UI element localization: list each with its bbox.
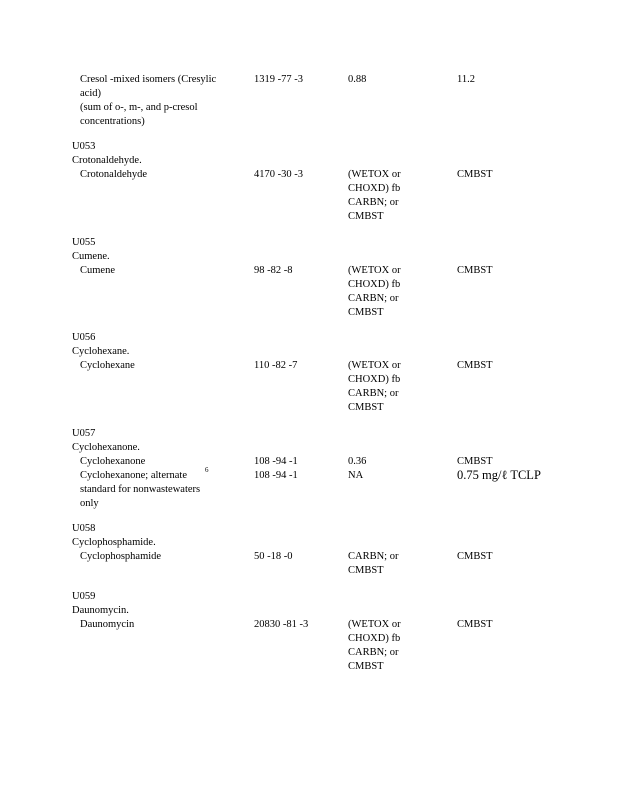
u055-code: U055	[72, 237, 96, 248]
u053-nonwastewater-standard: CMBST	[457, 169, 493, 180]
cresol-name-line4: concentrations)	[80, 116, 145, 127]
u058-group: Cyclophosphamide.	[72, 537, 156, 548]
u058-nonwastewater-standard: CMBST	[457, 551, 493, 562]
u056-code: U056	[72, 332, 96, 343]
u053-code: U053	[72, 141, 96, 152]
u059-code: U059	[72, 591, 96, 602]
u058-wastewater-standard: CARBN; or CMBST	[348, 551, 399, 576]
u055-group: Cumene.	[72, 251, 110, 262]
u053-name: Crotonaldehyde	[80, 169, 148, 180]
u056-cas: 110 -82 -7	[254, 360, 298, 371]
u058-name: Cyclophosphamide	[80, 551, 162, 562]
u058-code: U058	[72, 523, 96, 534]
u057-group: Cyclohexanone.	[72, 442, 140, 453]
u055-cas: 98 -82 -8	[254, 265, 293, 276]
u059-nonwastewater-standard: CMBST	[457, 619, 493, 630]
u058-cas: 50 -18 -0	[254, 551, 293, 562]
u059-wastewater-standard: (WETOX or CHOXD) fb CARBN; or CMBST	[348, 619, 401, 672]
u059-group: Daunomycin.	[72, 605, 129, 616]
u057-wastewater-standard1: 0.36	[348, 456, 367, 467]
u059-cas: 20830 -81 -3	[254, 619, 309, 630]
u053-group: Crotonaldehyde.	[72, 155, 142, 166]
u057-nonwastewater-standard2: 0.75 mg/ℓ TCLP	[457, 468, 541, 482]
u057-cas2: 108 -94 -1	[254, 470, 298, 481]
cresol-cas: 1319 -77 -3	[254, 74, 303, 85]
u053-wastewater-standard: (WETOX or CHOXD) fb CARBN; or CMBST	[348, 169, 401, 222]
u057-cas1: 108 -94 -1	[254, 456, 298, 467]
u056-wastewater-standard: (WETOX or CHOXD) fb CARBN; or CMBST	[348, 360, 401, 413]
u055-name: Cumene	[80, 265, 115, 276]
u057-name2-line1: Cyclohexanone; alternate	[80, 470, 187, 481]
u057-nonwastewater-standard1: CMBST	[457, 456, 493, 467]
u053-cas: 4170 -30 -3	[254, 169, 303, 180]
u057-code: U057	[72, 428, 96, 439]
cresol-name-line3: (sum of o-, m-, and p-cresol	[80, 102, 198, 113]
u057-wastewater-standard2: NA	[348, 470, 364, 481]
u057-footnote-marker: 6	[205, 466, 209, 474]
u055-wastewater-standard: (WETOX or CHOXD) fb CARBN; or CMBST	[348, 265, 401, 318]
u056-nonwastewater-standard: CMBST	[457, 360, 493, 371]
u059-name: Daunomycin	[80, 619, 135, 630]
cresol-name-line1: Cresol -mixed isomers (Cresylic	[80, 74, 217, 85]
u057-name1: Cyclohexanone	[80, 456, 146, 467]
u056-name: Cyclohexane	[80, 360, 135, 371]
u057-name2-line3: only	[80, 498, 99, 509]
cresol-wastewater-standard: 0.88	[348, 74, 367, 85]
u057-name2	[80, 469, 206, 511]
cresol-nonwastewater-standard: 11.2	[457, 74, 475, 85]
u056-group: Cyclohexane.	[72, 346, 130, 357]
cresol-name-line2: acid)	[80, 88, 101, 99]
u057-name2-line2: standard for nonwastewaters	[80, 484, 201, 495]
u055-nonwastewater-standard: CMBST	[457, 265, 493, 276]
cresol-name	[80, 73, 224, 129]
